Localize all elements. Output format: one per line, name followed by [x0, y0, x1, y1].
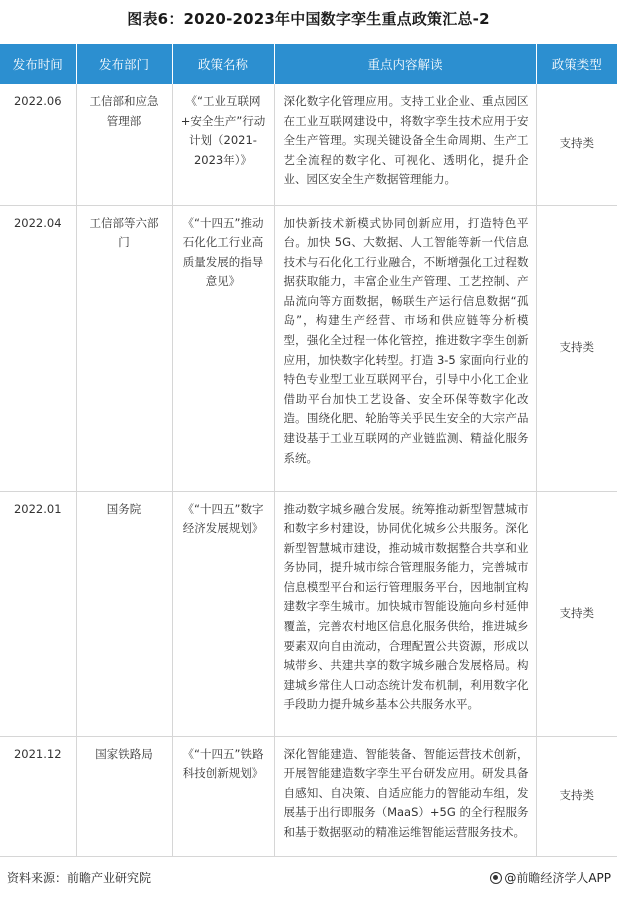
policy-table-container — [0, 44, 617, 857]
cell-policy-name — [172, 84, 274, 205]
table-row — [0, 736, 617, 856]
cell-dept-text: 工信部等六部门 — [89, 215, 159, 250]
cell-type: 支持类 — [536, 84, 617, 205]
table-header-row — [0, 44, 617, 84]
cell-dept — [76, 205, 172, 491]
table-row — [0, 205, 617, 491]
cell-date: 2022.04 — [0, 205, 76, 491]
cell-policy-name — [172, 205, 274, 491]
cell-type: 支持类 — [536, 205, 617, 491]
cell-date: 2021.12 — [0, 736, 76, 856]
cell-policy-name-text: 《“工业互联网+安全生产”行动计划（2021-2023年）》 — [180, 94, 266, 167]
cell-type: 支持类 — [536, 491, 617, 736]
header-name: 政策名称 — [172, 44, 274, 84]
cell-type: 支持类 — [536, 736, 617, 856]
cell-date: 2022.01 — [0, 491, 76, 736]
cell-dept — [76, 491, 172, 736]
cell-dept-text: 工信部和应急管理部 — [89, 94, 159, 128]
cell-policy-name-text: 《“十四五”数字经济发展规划》 — [182, 501, 264, 536]
cell-dept-text: 国务院 — [106, 501, 142, 516]
cell-content: 加快新技术新模式协同创新应用，打造特色平台。加快 5G、大数据、人工智能等新一代信息技术与石化化工行业融合，不断增强化工过程数据获取能力，丰富企业生产管理、工艺控制、产品流向等方面数据，畅联生产运行信息数据“孤岛”，构建生产经营、市场和供应链等分析模型，强化全过程一体化管控，推进数字孪生创新应用，加快数字化转型。打造 3-5 家面向行业的特色专业型工业互联网平台，引导中小化工企业借助平台加快工艺设备、安全环保等数字化改造。围绕化肥、轮胎等关乎民生安全的大宗产品建设基于工业互联网的产业链监测、精益化服务系统。 — [274, 205, 536, 491]
table-row — [0, 84, 617, 205]
cell-policy-name — [172, 736, 274, 856]
brand-credit-text: @前瞻经济学人APP — [504, 871, 611, 885]
cell-policy-name-text: 《“十四五”铁路科技创新规划》 — [182, 746, 264, 781]
source-note: 资料来源：前瞻产业研究院 — [7, 871, 152, 885]
header-dept: 发布部门 — [76, 44, 172, 84]
cell-content: 推动数字城乡融合发展。统筹推动新型智慧城市和数字乡村建设，协同优化城乡公共服务。深化新型智慧城市建设，推动城市数据整合共享和业务协同，提升城市综合管理服务能力，完善城市信息模型平台和运行管理服务平台，因地制宜构建数字孪生城市。加快城市智能设施向乡村延伸覆盖，完善农村地区信息化服务供给，推进城乡要素双向自由流动，合理配置公共资源，形成以城带乡、共建共享的数字城乡融合发展格局。构建城乡常住人口动态统计发布机制，利用数字化手段助力提升城乡基本公共服务水平。 — [274, 491, 536, 736]
brand-logo-icon — [490, 872, 502, 884]
table-row — [0, 491, 617, 736]
cell-policy-name-text: 《“十四五”推动石化化工行业高质量发展的指导意见》 — [182, 215, 264, 289]
header-date: 发布时间 — [0, 44, 76, 84]
cell-policy-name — [172, 491, 274, 736]
brand-credit — [490, 869, 611, 886]
header-content: 重点内容解读 — [274, 44, 536, 84]
page-title: 图表6：2020-2023年中国数字孪生重点政策汇总-2 — [127, 10, 490, 28]
policy-table — [0, 44, 617, 857]
cell-date: 2022.06 — [0, 84, 76, 205]
header-type: 政策类型 — [536, 44, 617, 84]
cell-dept-text: 国家铁路局 — [95, 746, 153, 761]
cell-dept — [76, 84, 172, 205]
cell-content: 深化数字化管理应用。支持工业企业、重点园区在工业互联网建设中，将数字孪生技术应用于安全生产管理。实现关键设备全生命周期、生产工艺全流程的数字化、可视化、透明化，提升企业、园区安全生产数据管理能力。 — [274, 84, 536, 205]
cell-dept — [76, 736, 172, 856]
cell-content: 深化智能建造、智能装备、智能运营技术创新，开展智能建造数字孪生平台研发应用。研发具备自感知、自决策、自适应能力的智能动车组，发展基于出行即服务（MaaS）+5G 的全行程服务和基于数据驱动的精准运维智能运营服务技术。 — [274, 736, 536, 856]
